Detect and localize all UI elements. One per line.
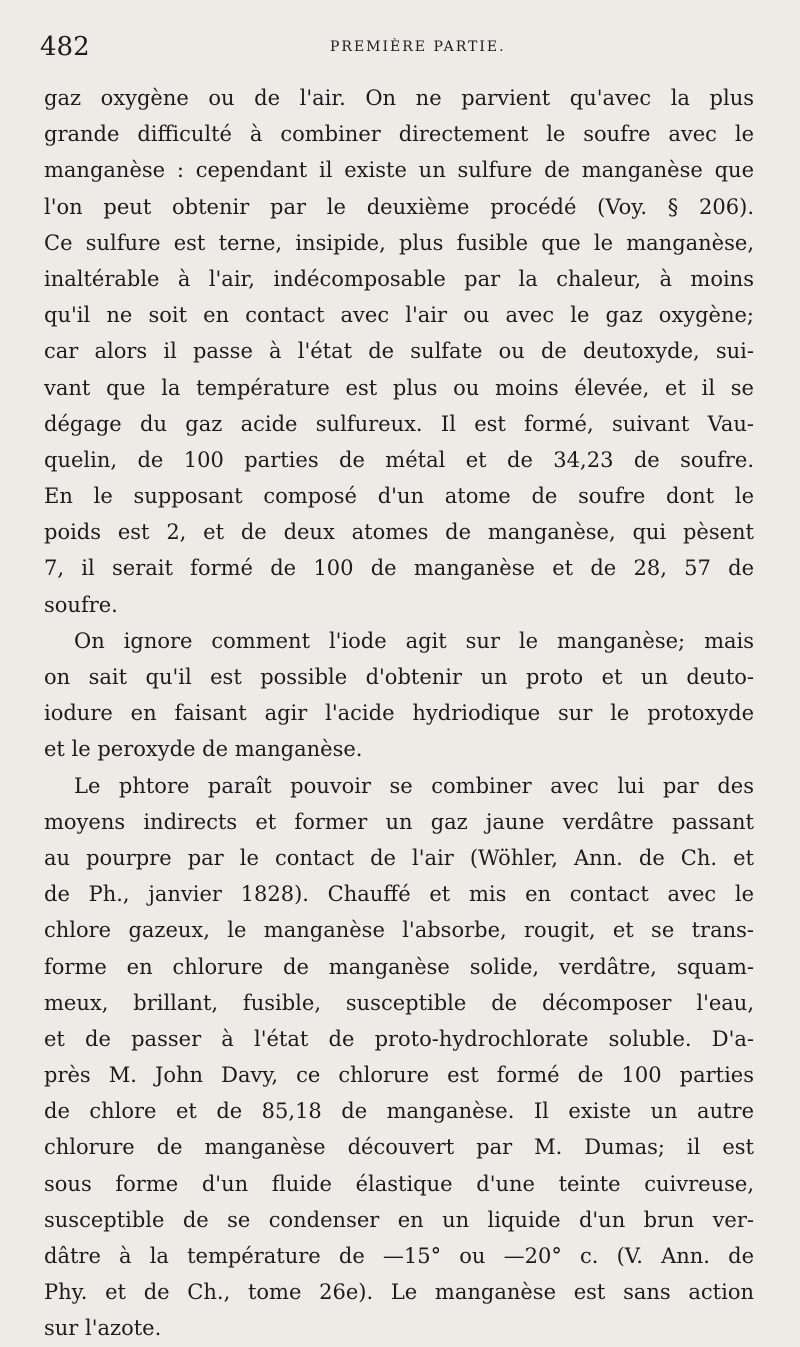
text-line: de Ph., janvier 1828). Chauffé et mis en contact avec le (44, 882, 754, 907)
text-line: meux, brillant, fusible, susceptible de décomposer l'eau, (44, 990, 754, 1015)
text-line: dégage du gaz acide sulfureux. Il est formé, suivant Vau- (44, 411, 754, 436)
text-line: chlore gazeux, le manganèse l'absorbe, rougit, et se trans- (44, 918, 754, 943)
body-text (44, 80, 754, 1347)
text-line: En le supposant composé d'un atome de soufre dont le (44, 484, 754, 509)
text-line: Ce sulfure est terne, insipide, plus fusible que le manganèse, (44, 230, 754, 255)
text-line: dâtre à la température de —15° ou —20° c. (V. Ann. de (44, 1244, 754, 1268)
text-line: gaz oxygène ou de l'air. On ne parvient qu'avec la plus (44, 86, 754, 110)
page-number: 482 (40, 32, 90, 62)
text-line: qu'il ne soit en contact avec l'air ou avec le gaz oxygène; (44, 303, 754, 328)
text-line: moyens indirects et former un gaz jaune verdâtre passant (44, 809, 754, 834)
text-line: près M. John Davy, ce chlorure est formé de 100 parties (44, 1063, 754, 1088)
text-line: et de passer à l'état de proto-hydrochlorate soluble. D'a- (44, 1026, 754, 1051)
text-line: sous forme d'un fluide élastique d'une teinte cuivreuse, (44, 1171, 754, 1196)
text-line: car alors il passe à l'état de sulfate ou de deutoxyde, sui- (44, 339, 754, 364)
text-line: vant que la température est plus ou moins élevée, et il se (44, 375, 754, 400)
text-line: l'on peut obtenir par le deuxième procédé (Voy. § 206). (44, 194, 754, 219)
text-line: Phy. et de Ch., tome 26e). Le manganèse est sans action (44, 1280, 754, 1305)
running-head: PREMIÈRE PARTIE. (330, 39, 506, 55)
text-line: forme en chlorure de manganèse solide, verdâtre, squam- (44, 954, 754, 979)
text-line: chlorure de manganèse découvert par M. Dumas; il est (44, 1135, 754, 1160)
text-line: grande difficulté à combiner directement le soufre avec le (44, 122, 754, 147)
text-line: 7, il serait formé de 100 de manganèse et de 28, 57 de (44, 556, 754, 581)
text-line: de chlore et de 85,18 de manganèse. Il existe un autre (44, 1099, 754, 1124)
page-header (40, 30, 760, 64)
text-line: quelin, de 100 parties de métal et de 34,23 de soufre. (44, 447, 754, 472)
text-line: sur l'azote. (44, 1316, 162, 1341)
text-line: manganèse : cependant il existe un sulfure de manganèse que (44, 158, 754, 183)
text-line: et le peroxyde de manganèse. (44, 737, 363, 762)
paragraph-start-line: On ignore comment l'iode agit sur le manganèse; mais (74, 628, 754, 653)
text-line: au pourpre par le contact de l'air (Wöhler, Ann. de Ch. et (44, 845, 754, 870)
text-line: inaltérable à l'air, indécomposable par la chaleur, à moins (44, 266, 754, 291)
text-line: poids est 2, et de deux atomes de manganèse, qui pèsent (44, 520, 754, 545)
text-line: iodure en faisant agir l'acide hydriodique sur le protoxyde (44, 701, 754, 726)
text-line: on sait qu'il est possible d'obtenir un proto et un deuto- (44, 665, 754, 689)
text-line: soufre. (44, 592, 118, 617)
paragraph-start-line: Le phtore paraît pouvoir se combiner avec lui par des (74, 773, 754, 798)
text-line: susceptible de se condenser en un liquide d'un brun ver- (44, 1207, 754, 1232)
